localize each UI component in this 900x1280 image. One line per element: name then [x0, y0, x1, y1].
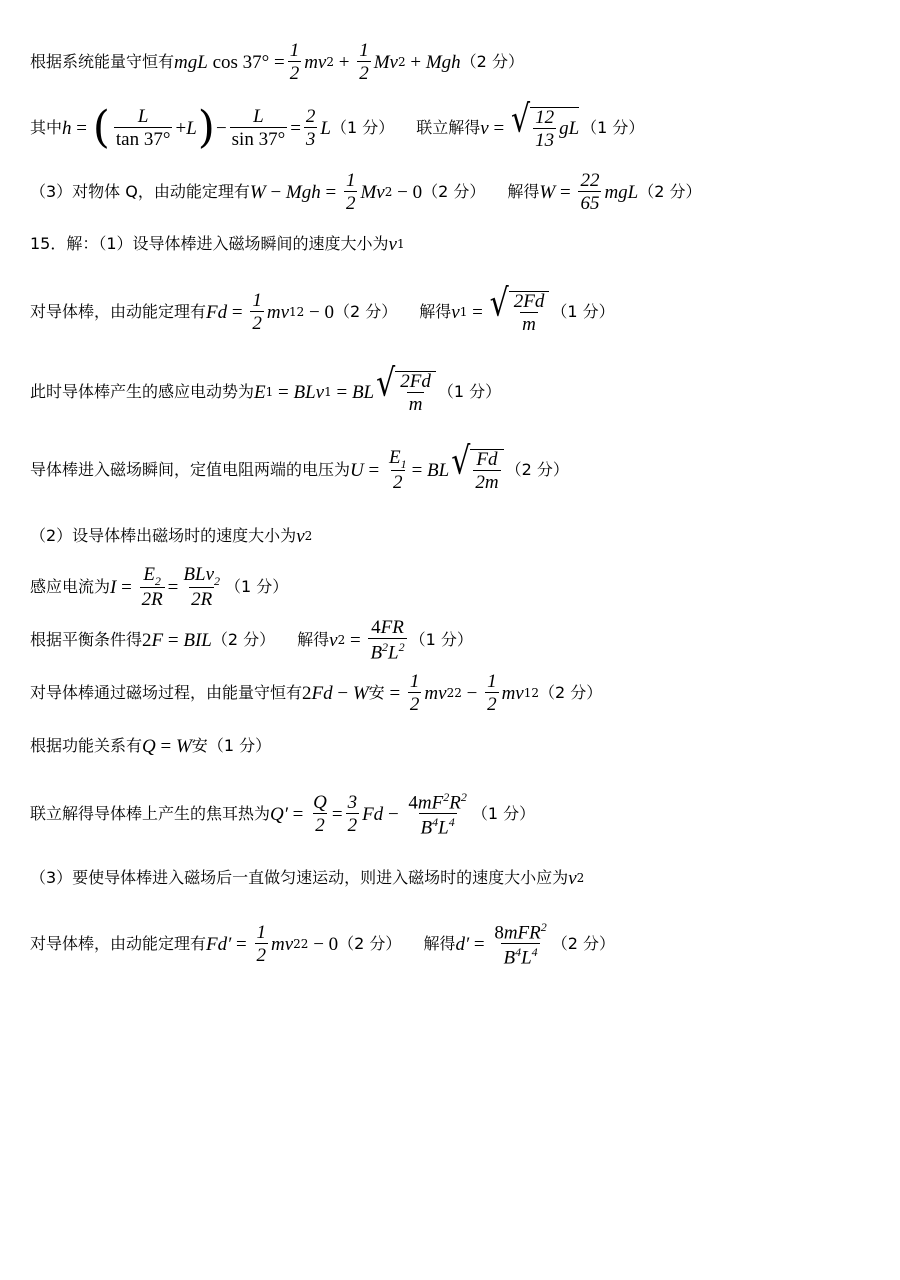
line-text: 解得: [297, 630, 330, 649]
equation-line-current: 感应电流为 I = $\frac{E_2}{2R}$ = $\frac{BLv_2}{2R}$ （1 分）: [30, 563, 289, 611]
subscript-an: 安: [368, 683, 385, 702]
equation-line-emf: 此时导体棒产生的感应电动势为 E 1 = BLv 1 = BL √ $\frac{2Fd}{m}$ （1 分）: [30, 361, 502, 415]
score-label: （2 分）: [338, 934, 402, 953]
line-text: 根据功能关系有: [30, 736, 143, 755]
problem-15-heading: 15．解：（1）设导体棒进入磁场瞬间的速度大小为 v 1: [30, 233, 405, 255]
equation-line-energy-field: 对导体棒通过磁场过程，由能量守恒有 2 Fd − W 安 = $\frac{1}{2}$ mv 2 2 − $\frac{1}{2}$ mv 1 2 （2 分）: [30, 671, 603, 715]
score-label: （2 分）: [460, 52, 524, 71]
equation-line-energy-conservation: 根据系统能量守恒有 mgL cos 37° = $\frac{1}{2}$ mv 2 + $\frac{1}{2}$ Mv 2 + Mgh （2 分）: [30, 40, 524, 84]
line-text: 对导体棒，由动能定理有: [30, 934, 207, 953]
score-label: （1 分）: [330, 118, 395, 137]
equation-line-work-energy: 根据功能关系有 Q = W 安 （1 分）: [30, 735, 272, 757]
line-text: 对导体棒，由动能定理有: [30, 302, 207, 321]
equation-line-voltage: 导体棒进入磁场瞬间，定值电阻两端的电压为 U = $\frac{E_1}{2}$ = BL √ $\frac{Fd}{2m}$ （2 分）: [30, 439, 569, 494]
score-label: （1 分）: [409, 630, 473, 649]
score-label: （1 分）: [225, 577, 289, 596]
subscript-an: 安: [191, 736, 208, 755]
score-label: （1 分）: [581, 118, 645, 137]
equation-line-height: 其中 h = ( $\frac{L}{\tan 37^\circ}$ + L ) − $\frac{L}{\sin 37^\circ}$ = $\frac{2}{3}$ L （1 分） 联立解得 v = √ $\frac{12}{13}$ gL （1 分）: [30, 97, 645, 153]
score-label: （2 分）: [422, 182, 486, 201]
line-text: 15．解：（1）设导体棒进入磁场瞬间的速度大小为: [30, 234, 389, 253]
equation-line-distance: 对导体棒，由动能定理有 Fd′ = $\frac{1}{2}$ mv 2 2 − 0 （2 分） 解得 d′ = $\frac{8mFR^2}{B^4L^4}$ （2 分）: [30, 919, 616, 969]
line-text: 解得: [507, 182, 540, 201]
line-text: 解得: [423, 934, 456, 953]
part-3-heading: （3）要使导体棒进入磁场后一直做匀速运动，则进入磁场时的速度大小应为 v 2: [30, 867, 585, 889]
score-label: （1 分）: [471, 804, 536, 823]
line-text: 联立解得: [416, 118, 481, 137]
line-text: 解得: [419, 302, 452, 321]
line-text: 其中: [30, 118, 63, 137]
equation-line-balance: 根据平衡条件得 2 F = BIL （2 分） 解得 v 2 = $\frac{4FR}{B^2L^2}$ （1 分）: [30, 616, 473, 664]
line-text: （2）设导体棒出磁场时的速度大小为: [30, 526, 297, 545]
line-text: 导体棒进入磁场瞬间，定值电阻两端的电压为: [30, 460, 351, 479]
score-label: （2 分）: [539, 683, 603, 702]
line-text: （3）要使导体棒进入磁场后一直做匀速运动，则进入磁场时的速度大小应为: [30, 868, 569, 887]
line-text: 根据平衡条件得: [30, 630, 143, 649]
line-text: （3）对物体 Q，由动能定理有: [30, 182, 250, 201]
score-label: （2 分）: [505, 460, 569, 479]
score-label: （1 分）: [551, 302, 615, 321]
line-text: 根据系统能量守恒有: [30, 52, 175, 71]
score-label: （2 分）: [334, 302, 398, 321]
equation-line-work-q: （3）对物体 Q，由动能定理有 W − Mgh = $\frac{1}{2}$ Mv 2 − 0 （2 分） 解得 W = $\frac{22}{65}$ mgL （2 分）: [30, 170, 702, 214]
equation-line-joule-heat: 联立解得导体棒上产生的焦耳热为 Q′ = $\frac{Q}{2}$ = $\frac{3}{2}$ Fd − $\frac{4mF^2R^2}{B^4L^4}$ （1 分）: [30, 789, 536, 839]
score-label: （1 分）: [437, 382, 502, 401]
score-label: （2 分）: [638, 182, 702, 201]
line-text: 对导体棒通过磁场过程，由能量守恒有: [30, 683, 303, 702]
line-text: 感应电流为: [30, 577, 111, 596]
score-label: （2 分）: [551, 934, 616, 953]
score-label: （1 分）: [207, 736, 272, 755]
part-2-heading: （2）设导体棒出磁场时的速度大小为 v 2: [30, 525, 313, 547]
score-label: （2 分）: [211, 630, 276, 649]
equation-line-kinetic-v1: 对导体棒，由动能定理有 Fd = $\frac{1}{2}$ mv 1 2 − 0 （2 分） 解得 v 1 = √ $\frac{2Fd}{m}$ （1 分）: [30, 281, 615, 335]
line-text: 联立解得导体棒上产生的焦耳热为: [30, 804, 271, 823]
line-text: 此时导体棒产生的感应电动势为: [30, 382, 255, 401]
